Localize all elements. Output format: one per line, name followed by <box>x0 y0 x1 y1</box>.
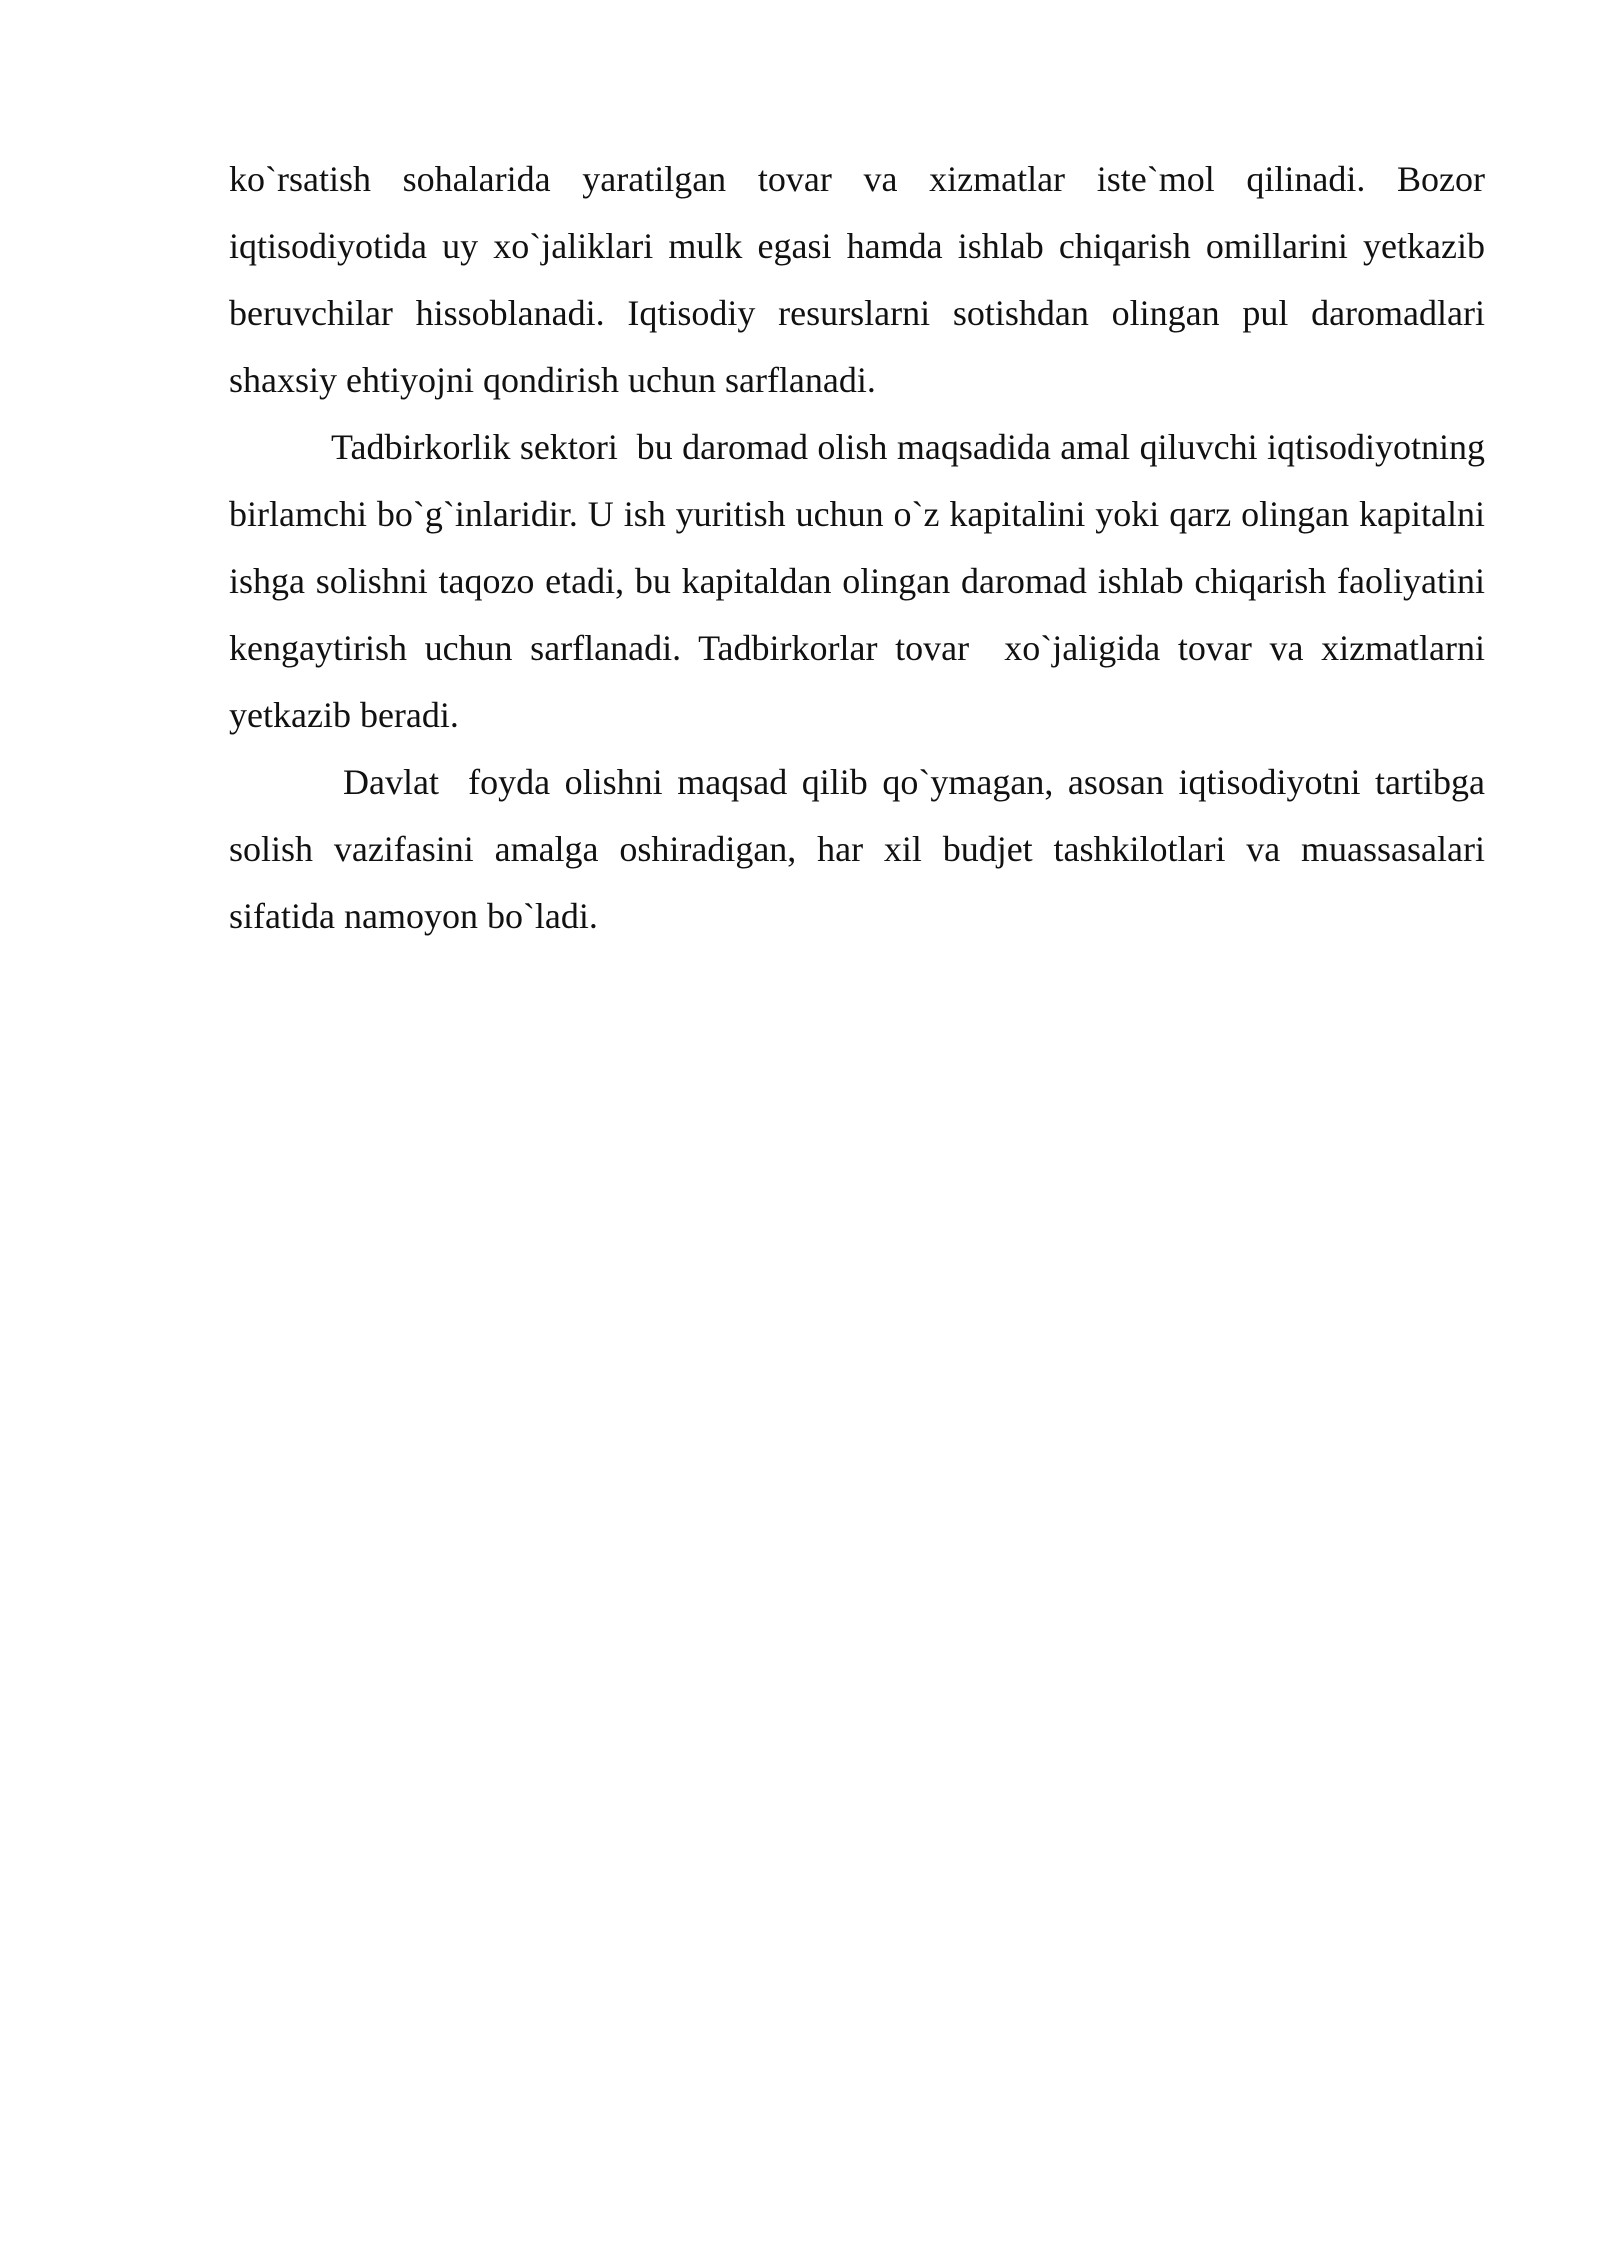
body-text <box>229 146 1494 950</box>
paragraph-households: ko`rsatish sohalarida yaratilgan tovar va xizmatlar iste`mol qilinadi. Bozor iqtisodiyotida uy xo`jaliklari mulk egasi hamda ishlab chiqarish omillarini yetkazib beruvchilar hissoblanadi. Iqtisodiy resurslarni sotishdan olingan pul daromadlari shaxsiy ehtiyojni qondirish uchun sarflanadi. <box>229 159 1494 400</box>
paragraph-government: Davlat foyda olishni maqsad qilib qo`ymagan, asosan iqtisodiyotni tartibga solish vazifasini amalga oshiradigan, har xil budjet tashkilotlari va muassasalari sifatida namoyon bo`ladi. <box>229 762 1494 936</box>
paragraph-business-sector: Tadbirkorlik sektori bu daromad olish maqsadida amal qiluvchi iqtisodiyotning birlamchi bo`g`inlaridir. U ish yuritish uchun o`z kapitalini yoki qarz olingan kapitalni ishga solishni taqozo etadi, bu kapitaldan olingan daromad ishlab chiqarish faoliyatini kengaytirish uchun sarflanadi. Tadbirkorlar tovar xo`jaligida tovar va xizmatlarni yetkazib beradi. <box>229 427 1494 735</box>
